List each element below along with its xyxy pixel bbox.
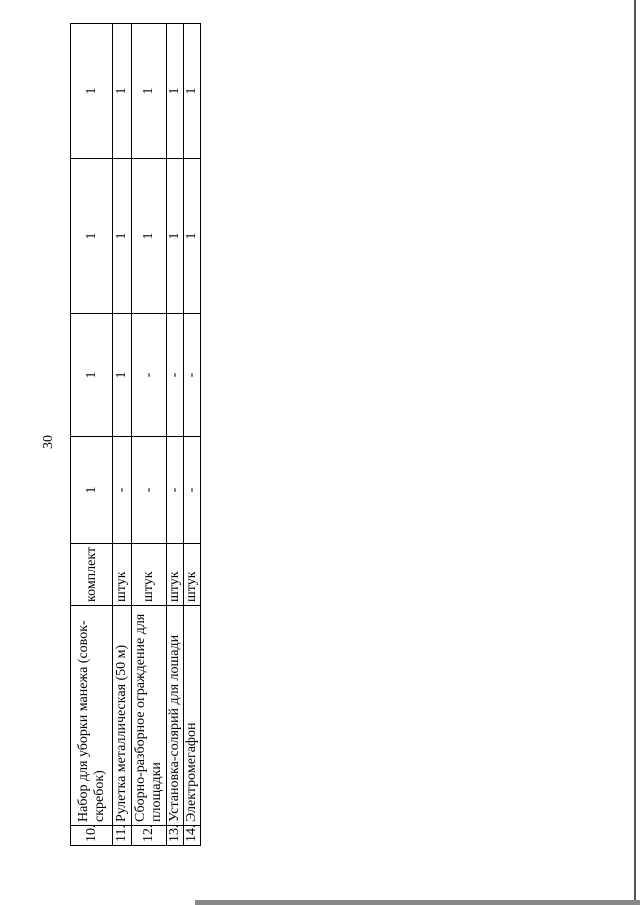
item-unit: штук [184, 544, 201, 606]
item-name: Сборно-разборное ограждение для площадки [132, 606, 167, 826]
page-number: 30 [41, 435, 56, 449]
quantity-cell: 1 [132, 24, 167, 159]
quantity-cell: - [132, 314, 167, 437]
row-number: 13. [167, 826, 184, 846]
item-unit: комплект [71, 544, 113, 606]
quantity-cell: - [167, 437, 184, 544]
table-row [113, 24, 132, 846]
item-unit: штук [167, 544, 184, 606]
quantity-cell: 1 [113, 159, 132, 314]
quantity-cell: 1 [184, 24, 201, 159]
table-row [132, 24, 167, 846]
quantity-cell: 1 [113, 24, 132, 159]
table-row [71, 24, 113, 846]
table-row [184, 24, 201, 846]
quantity-cell: - [184, 437, 201, 544]
quantity-cell: - [184, 314, 201, 437]
scan-edge-bottom [195, 900, 640, 905]
equipment-table-wrapper [70, 24, 199, 846]
equipment-table-rotated [70, 24, 199, 846]
row-number: 14. [184, 826, 201, 846]
item-unit: штук [132, 544, 167, 606]
quantity-cell: 1 [71, 314, 113, 437]
quantity-cell: 1 [167, 24, 184, 159]
quantity-cell: 1 [71, 159, 113, 314]
item-name: Набор для уборки манежа (совок-скребок) [71, 606, 113, 826]
table-row [167, 24, 184, 846]
row-number: 11. [113, 826, 132, 846]
quantity-cell: 1 [113, 314, 132, 437]
row-number: 12. [132, 826, 167, 846]
quantity-cell: 1 [184, 159, 201, 314]
equipment-table [70, 23, 201, 846]
item-unit: штук [113, 544, 132, 606]
item-name: Электромегафон [184, 606, 201, 826]
scan-edge-right [634, 0, 636, 905]
quantity-cell: 1 [132, 159, 167, 314]
quantity-cell: 1 [71, 24, 113, 159]
quantity-cell: - [132, 437, 167, 544]
quantity-cell: - [113, 437, 132, 544]
row-number: 10. [71, 826, 113, 846]
item-name: Установка-солярий для лошади [167, 606, 184, 826]
quantity-cell: 1 [71, 437, 113, 544]
quantity-cell: - [167, 314, 184, 437]
item-name: Рулетка металлическая (50 м) [113, 606, 132, 826]
quantity-cell: 1 [167, 159, 184, 314]
